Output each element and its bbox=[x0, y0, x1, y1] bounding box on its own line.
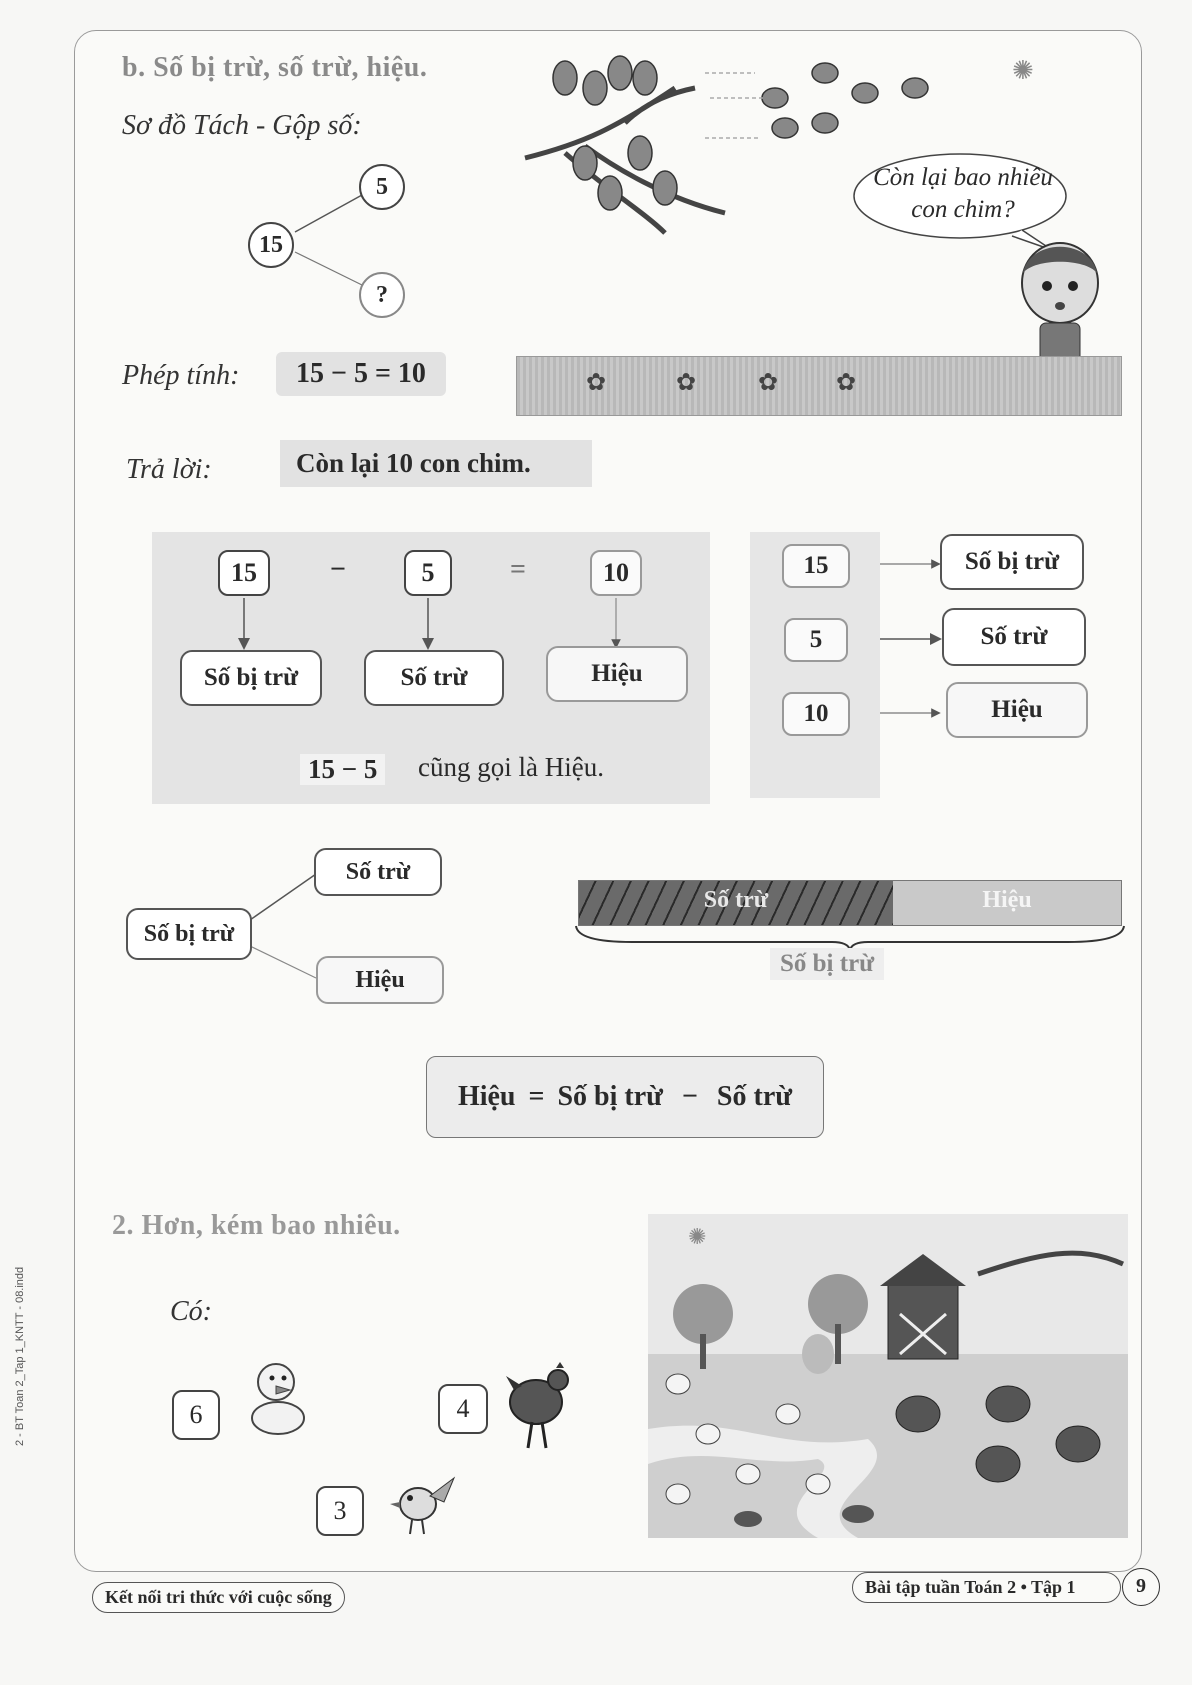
page-number: 9 bbox=[1122, 1568, 1160, 1606]
label-minuend: Số bị trừ bbox=[180, 650, 322, 706]
col-number-0: 15 bbox=[782, 544, 850, 588]
col-number-2: 10 bbox=[782, 692, 850, 736]
grass-strip bbox=[516, 356, 1122, 416]
calc-expression: 15 − 5 = 10 bbox=[276, 352, 446, 396]
flower-icon: ✿ bbox=[676, 370, 697, 396]
have-label: Có: bbox=[170, 1296, 212, 1327]
formula-difference: Hiệu bbox=[457, 1081, 516, 1112]
eq-minuend: 15 bbox=[218, 550, 270, 596]
calc-label: Phép tính: bbox=[122, 360, 240, 391]
col-label-1: Số trừ bbox=[942, 608, 1086, 666]
eq-minus: − bbox=[330, 554, 346, 585]
split-part-unknown: ? bbox=[359, 272, 405, 318]
note-expression: 15 − 5 bbox=[300, 754, 385, 785]
col-number-1: 5 bbox=[784, 618, 848, 662]
flower-icon: ✿ bbox=[758, 370, 779, 396]
diagram-title: Sơ đồ Tách - Gộp số: bbox=[122, 110, 362, 141]
col-label-0: Số bị trừ bbox=[940, 534, 1084, 590]
label-difference: Hiệu bbox=[546, 646, 688, 702]
tree-bottom: Hiệu bbox=[316, 956, 444, 1004]
flower-icon: ✿ bbox=[586, 370, 607, 396]
flower-icon: ✿ bbox=[836, 370, 857, 396]
label-subtrahend: Số trừ bbox=[364, 650, 504, 706]
farm-illustration bbox=[648, 1214, 1128, 1538]
eq-equals: = bbox=[510, 554, 526, 585]
tree-top: Số trừ bbox=[314, 848, 442, 896]
formula-minuend: Số bị trừ bbox=[557, 1081, 663, 1112]
speech-bubble-text: Còn lại bao nhiêu con chim? bbox=[873, 164, 1053, 223]
count-hen: 4 bbox=[438, 1384, 488, 1434]
formula-minus: − bbox=[681, 1081, 698, 1112]
eq-subtrahend: 5 bbox=[404, 550, 452, 596]
formula-box bbox=[426, 1056, 824, 1138]
duck-icon bbox=[246, 1360, 310, 1440]
formula-subtrahend: Số trừ bbox=[716, 1081, 793, 1112]
section-2-heading: 2. Hơn, kém bao nhiêu. bbox=[112, 1210, 401, 1241]
hen-icon bbox=[506, 1360, 576, 1450]
count-duck: 6 bbox=[172, 1390, 220, 1440]
split-whole: 15 bbox=[248, 222, 294, 268]
footer-book-title: Bài tập tuần Toán 2 • Tập 1 bbox=[852, 1572, 1121, 1603]
count-bird: 3 bbox=[316, 1486, 364, 1536]
sun-icon: ✺ bbox=[1012, 56, 1034, 85]
bird-icon bbox=[390, 1474, 460, 1540]
tree-root: Số bị trừ bbox=[126, 908, 252, 960]
footer-series-title: Kết nối tri thức với cuộc sống bbox=[92, 1582, 345, 1613]
section-b-heading: b. Số bị trừ, số trừ, hiệu. bbox=[122, 52, 428, 83]
col-label-2: Hiệu bbox=[946, 682, 1088, 738]
formula-equals: = bbox=[528, 1081, 545, 1112]
margin-code: 2 - BT Toan 2_Tap 1_KNTT - 08.indd bbox=[14, 1266, 26, 1446]
split-part-known: 5 bbox=[359, 164, 405, 210]
bar-subtrahend-label: Số trừ bbox=[703, 887, 769, 913]
note-text: cũng gọi là Hiệu. bbox=[418, 752, 604, 782]
bar-brace-label: Số bị trừ bbox=[770, 948, 884, 980]
answer-text: Còn lại 10 con chim. bbox=[280, 440, 592, 487]
bar-difference-label: Hiệu bbox=[982, 887, 1032, 913]
bar-diagram bbox=[578, 880, 1122, 926]
answer-label: Trả lời: bbox=[126, 454, 212, 485]
eq-difference: 10 bbox=[590, 550, 642, 596]
svg-text:✺: ✺ bbox=[688, 1224, 707, 1249]
